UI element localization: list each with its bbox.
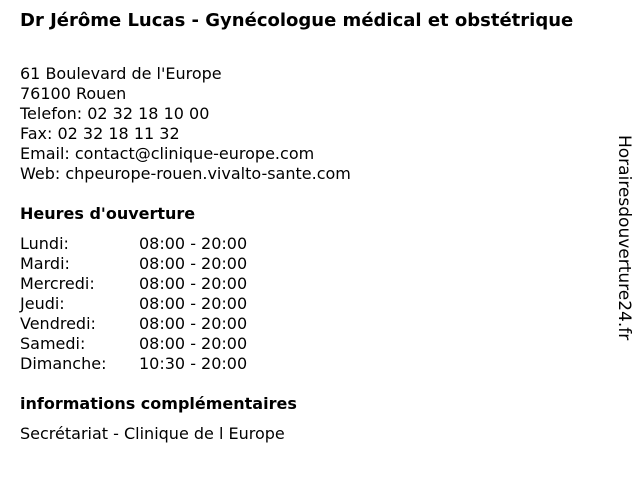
page-title: Dr Jérôme Lucas - Gynécologue médical et obstétrique bbox=[20, 10, 574, 31]
hours-time: 08:00 - 20:00 bbox=[139, 234, 248, 253]
hours-day: Lundi: bbox=[20, 234, 69, 253]
hours-time: 10:30 - 20:00 bbox=[139, 354, 248, 373]
hours-time: 08:00 - 20:00 bbox=[139, 254, 248, 273]
additional-info-text: Secrétariat - Clinique de l Europe bbox=[20, 424, 285, 443]
hours-day: Jeudi: bbox=[20, 294, 65, 313]
hours-day: Dimanche: bbox=[20, 354, 107, 373]
hours-time: 08:00 - 20:00 bbox=[139, 294, 248, 313]
website-url: Web: chpeurope-rouen.vivalto-sante.com bbox=[20, 164, 351, 183]
hours-day: Mercredi: bbox=[20, 274, 95, 293]
phone-number: Telefon: 02 32 18 10 00 bbox=[20, 104, 210, 123]
additional-info-heading: informations complémentaires bbox=[20, 394, 297, 413]
hours-time: 08:00 - 20:00 bbox=[139, 314, 248, 333]
fax-number: Fax: 02 32 18 11 32 bbox=[20, 124, 180, 143]
hours-time: 08:00 - 20:00 bbox=[139, 334, 248, 353]
contact-block bbox=[20, 64, 351, 184]
hours-day: Mardi: bbox=[20, 254, 70, 273]
hours-day: Samedi: bbox=[20, 334, 86, 353]
hours-time: 08:00 - 20:00 bbox=[139, 274, 248, 293]
address-street: 61 Boulevard de l'Europe bbox=[20, 64, 222, 83]
address-city: 76100 Rouen bbox=[20, 84, 127, 103]
opening-hours-heading: Heures d'ouverture bbox=[20, 204, 196, 223]
hours-day: Vendredi: bbox=[20, 314, 96, 333]
email-address: Email: contact@clinique-europe.com bbox=[20, 144, 315, 163]
site-watermark: Horairesdouverture24.fr bbox=[614, 135, 634, 341]
